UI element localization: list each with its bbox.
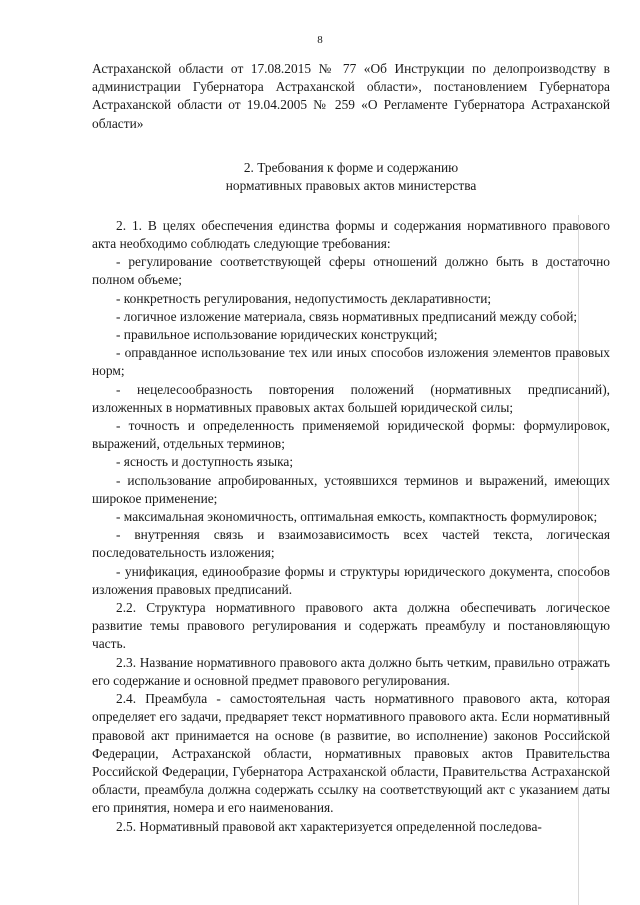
list-item: - точность и определенность применяемой юридической формы: формулировок, выражений, отдельных терминов; [92,418,610,452]
list-item: - правильное использование юридических конструкций; [116,327,438,343]
list-item: - регулирование соответствующей сферы отношений должно быть в достаточно полном объеме; [92,254,610,288]
paragraph-2-2: 2.2. Структура нормативного правового акта должна обеспечивать логическое развитие темы правового регулирования и содержать преамбулу и постановляющую часть. [92,600,610,652]
document-body [92,60,610,836]
page-number: 8 [317,34,323,46]
paragraph-2-4: 2.4. Преамбула - самостоятельная часть нормативного правового акта, которая определяет его задачи, предваряет текст нормативного правового акта. Если нормативный правовой акт принимается на основе (в развитие, во исполнение) законов Российской Федерации, Астраханской области, нормативных правовых актов Правительства Российской Федерации, Губернатора Астраханской области, Правительства Астраханской области, преамбула должна содержать ссылку на соответствующий акт с указанием даты его принятия, номера и его наименования. [92,691,610,816]
list-item: - ясность и доступность языка; [116,454,294,470]
list-item: - нецелесообразность повторения положений (нормативных предписаний), изложенных в нормативных правовых актах большей юридической силы; [92,381,610,415]
list-item: - логичное изложение материала, связь нормативных предписаний между собой; [116,308,578,324]
list-item: - внутренняя связь и взаимозависимость всех частей текста, логическая последовательность изложения; [92,527,610,561]
intro-paragraph: Астраханской области от 17.08.2015 № 77 «Об Инструкции по делопроизводству в администрации Губернатора Астраханской области», постановлением Губернатора Астраханской области от 19.04.2005 № 259 «О Регламенте Губернатора Астраханской области» [92,61,610,131]
list-item: - унификация, единообразие формы и структуры юридического документа, способов изложения правовых предписаний. [92,563,610,597]
paragraph-2-3: 2.3. Название нормативного правового акта должно быть четким, правильно отражать его содержание и основной предмет правового регулирования. [92,654,610,688]
paragraph-2-5: 2.5. Нормативный правовой акт характеризуется определенной последова- [116,818,542,834]
paragraph-2-1: 2. 1. В целях обеспечения единства формы и содержания нормативного правового акта необходимо соблюдать следующие требования: [92,217,610,252]
list-item: - конкретность регулирования, недопустимость декларативности; [116,290,492,306]
section-heading-line2: нормативных правовых актов министерства [225,177,477,193]
list-item: - оправданное использование тех или иных способов изложения элементов правовых норм; [92,345,610,379]
list-item: - максимальная экономичность, оптимальная емкость, компактность формулировок; [116,509,598,525]
section-heading [92,159,610,195]
list-item: - использование апробированных, устоявшихся терминов и выражений, имеющих широкое применение; [92,472,610,506]
section-heading-line1: 2. Требования к форме и содержанию [243,159,459,175]
